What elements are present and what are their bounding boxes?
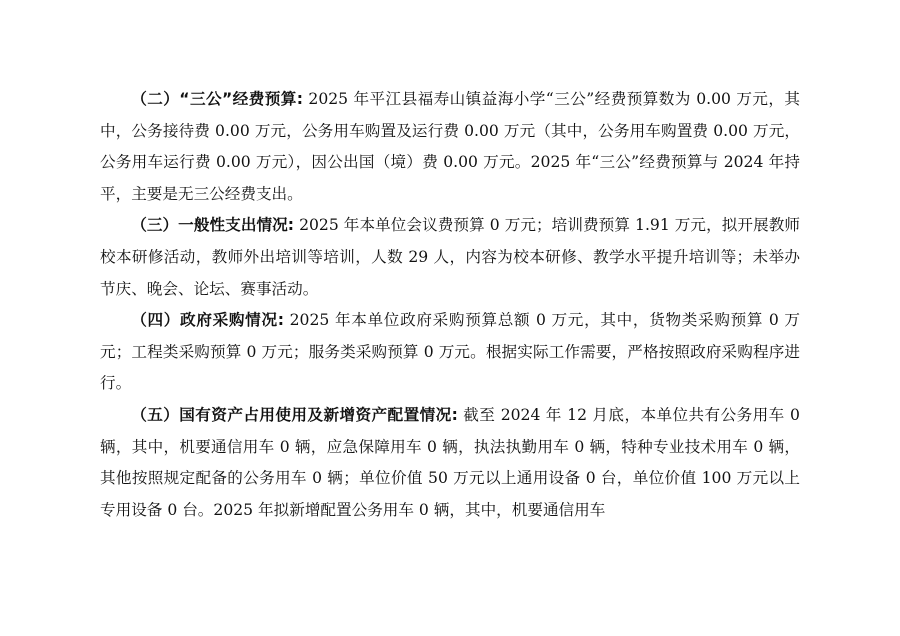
paragraph-text: 2025 年本单位会议费预算 0 万元；培训费预算 1.91 万元，拟开展教师校本研修活动，教师外出培训等培训，人数 29 人，内容为校本研修、教学水平提升培训等；未举办节庆、晚会、论坛、赛事活动。 [100,216,800,298]
paragraph-text: 截至 2024 年 12 月底，本单位共有公务用车 0 辆，其中，机要通信用车 0 辆，应急保障用车 0 辆，执法执勤用车 0 辆，特种专业技术用车 0 辆，其他按照规定配备的公务用车 0 辆；单位价值 50 万元以上通用设备 0 台，单位价值 100 万元以上专用设备 0 台。2025 年拟新增配置公务用车 0 辆，其中，机要通信用车 [100,405,800,519]
section-heading: （二）“三公”经费预算: [131,90,304,108]
paragraph-sangong-budget [100,84,800,210]
paragraph-general-expenditure [100,210,800,305]
section-heading: （四）政府采购情况: [131,311,284,330]
section-heading: （五）国有资产占用使用及新增资产配置情况: [131,405,458,424]
paragraph-government-procurement [100,305,800,400]
paragraph-text: 2025 年本单位政府采购预算总额 0 万元，其中，货物类采购预算 0 万元；工程类采购预算 0 万元；服务类采购预算 0 万元。根据实际工作需要，严格按照政府采购程序进行。 [100,311,800,393]
section-heading: （三）一般性支出情况: [131,216,295,235]
paragraph-text: 2025 年平江县福寿山镇益海小学“三公”经费预算数为 0.00 万元，其中，公务接待费 0.00 万元，公务用车购置及运行费 0.00 万元（其中，公务用车购置费 0.00 万元，公务用车运行费 0.00 万元），因公出国（境）费 0.00 万元。2025 年“三公”经费预算与 2024 年持平，主要是无三公经费支出。 [100,90,800,203]
paragraph-state-assets [100,400,800,526]
document-body [100,84,800,526]
